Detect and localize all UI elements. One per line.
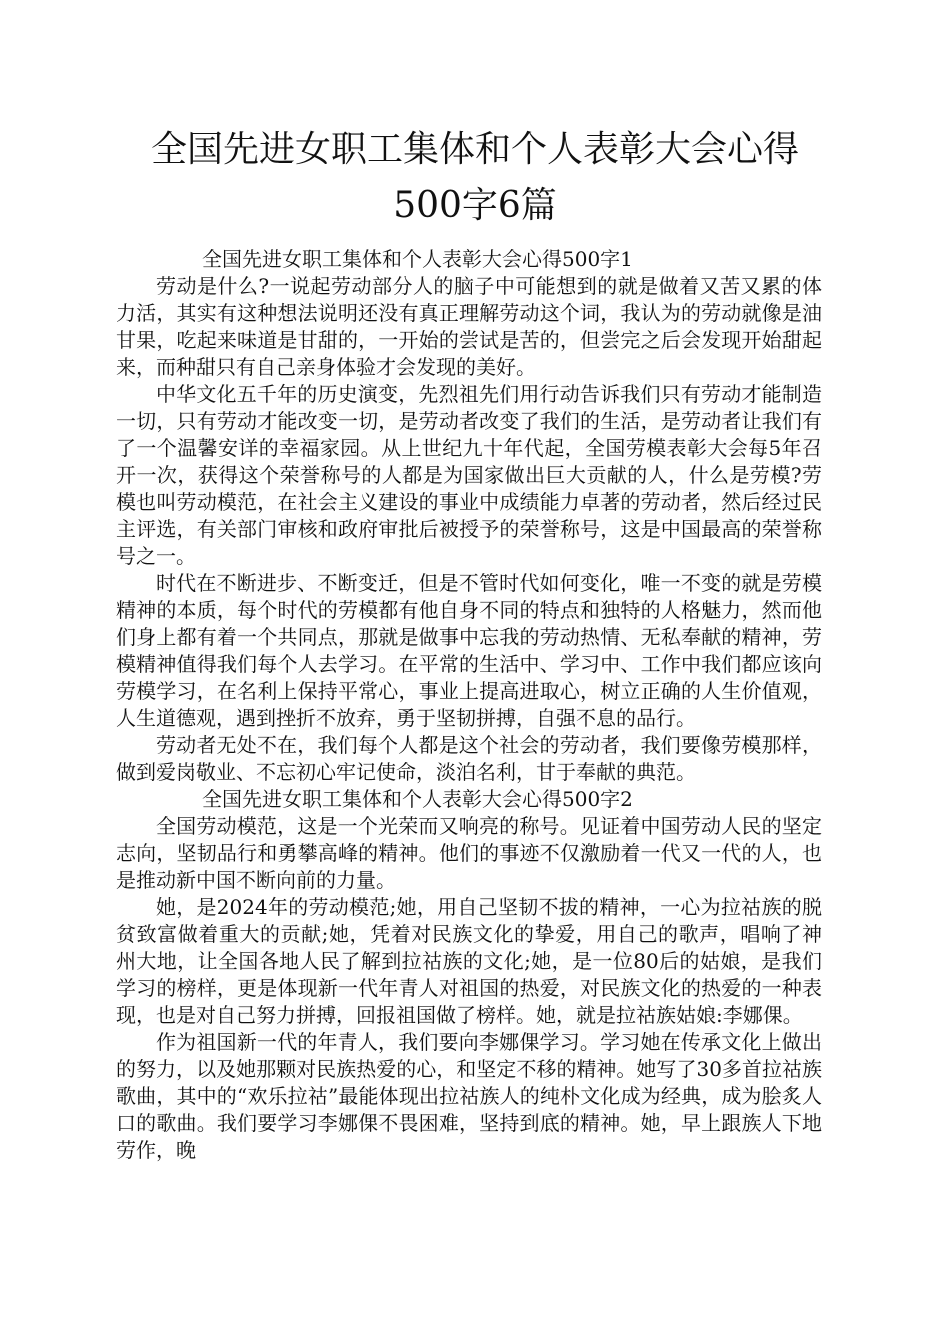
section-heading-1: 全国先进女职工集体和个人表彰大会心得500字1 [202, 247, 633, 271]
title-line-2: 500字6篇 [393, 185, 557, 226]
paragraph: 劳动者无处不在，我们每个人都是这个社会的劳动者，我们要像劳模那样，做到爱岗敬业、不忘初心牢记使命，淡泊名利，甘于奉献的典范。 [116, 733, 822, 784]
paragraph: 全国劳动模范，这是一个光荣而又响亮的称号。见证着中国劳动人民的坚定志向，坚韧品行和勇攀高峰的精神。他们的事迹不仅激励着一代又一代的人，也是推动新中国不断向前的力量。 [116, 814, 822, 892]
paragraph: 中华文化五千年的历史演变，先烈祖先们用行动告诉我们只有劳动才能制造一切，只有劳动才能改变一切，是劳动者改变了我们的生活，是劳动者让我们有了一个温馨安详的幸福家园。从上世纪九十年代起，全国劳模表彰大会每5年召开一次，获得这个荣誉称号的人都是为国家做出巨大贡献的人，什么是劳模?劳模也叫劳动模范，在社会主义建设的事业中成绩能力卓著的劳动者，然后经过民主评选，有关部门审核和政府审批后被授予的荣誉称号，这是中国最高的荣誉称号之一。 [116, 382, 822, 568]
document-body [116, 246, 822, 1164]
title-line-1: 全国先进女职工集体和个人表彰大会心得 [150, 129, 799, 170]
paragraph: 她，是2024年的劳动模范;她，用自己坚韧不拔的精神，一心为拉祜族的脱贫致富做着重大的贡献;她，凭着对民族文化的挚爱，用自己的歌声，唱响了神州大地，让全国各地人民了解到拉祜族的文化;她，是一位80后的姑娘，是我们学习的榜样，更是体现新一代年青人对祖国的热爱，对民族文化的热爱的一种表现，也是对自己努力拼搏，回报祖国做了榜样。她，就是拉祜族姑娘:李娜倮。 [116, 895, 822, 1027]
paragraph: 劳动是什么?一说起劳动部分人的脑子中可能想到的就是做着又苦又累的体力活，其实有这种想法说明还没有真正理解劳动这个词，我认为的劳动就像是油甘果，吃起来味道是甘甜的，一开始的尝试是苦的，但尝完之后会发现开始甜起来，而种甜只有自己亲身体验才会发现的美好。 [116, 274, 822, 379]
paragraph: 时代在不断进步、不断变迁，但是不管时代如何变化，唯一不变的就是劳模精神的本质，每个时代的劳模都有他自身不同的特点和独特的人格魅力，然而他们身上都有着一个共同点，那就是做事中忘我的劳动热情、无私奉献的精神，劳模精神值得我们每个人去学习。在平常的生活中、学习中、工作中我们都应该向劳模学习，在名利上保持平常心，事业上提高进取心，树立正确的人生价值观，人生道德观，遇到挫折不放弃，勇于坚韧拼搏，自强不息的品行。 [116, 571, 822, 730]
document-title [100, 122, 850, 234]
paragraph: 作为祖国新一代的年青人，我们要向李娜倮学习。学习她在传承文化上做出的努力，以及她那颗对民族热爱的心，和坚定不移的精神。她写了30多首拉祜族歌曲，其中的“欢乐拉祜”最能体现出拉祜族人的纯朴文化成为经典，成为脍炙人口的歌曲。我们要学习李娜倮不畏困难，坚持到底的精神。她，早上跟族人下地劳作，晚 [116, 1030, 822, 1162]
section-heading-2: 全国先进女职工集体和个人表彰大会心得500字2 [202, 787, 633, 811]
